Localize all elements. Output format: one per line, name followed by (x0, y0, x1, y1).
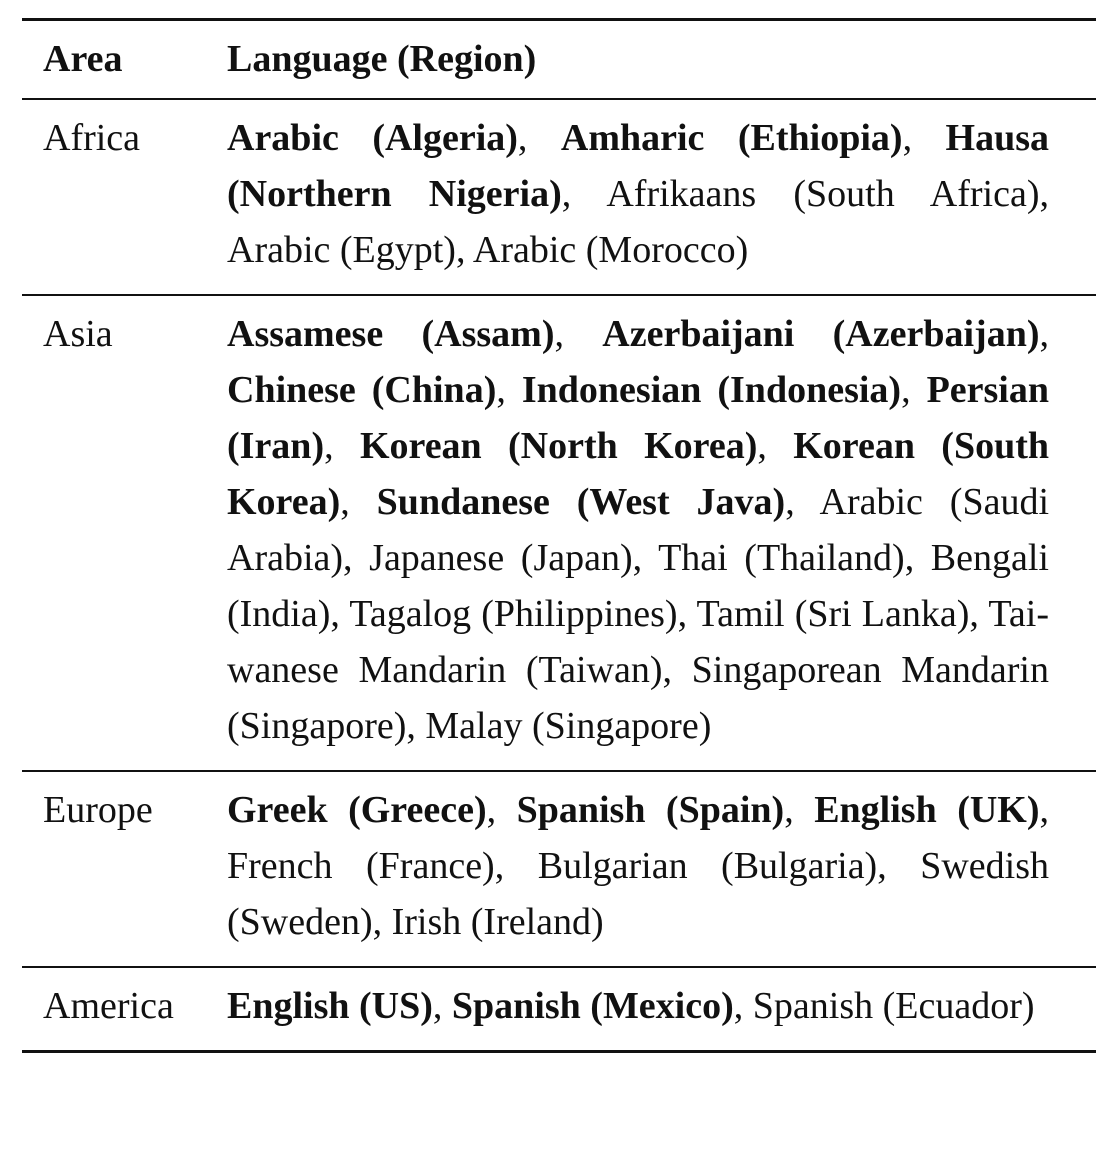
language-entry: Persian (Iran) (227, 369, 1049, 467)
area-cell: Europe (43, 789, 153, 831)
language-entry: Amharic (Ethiopia) (560, 117, 903, 159)
language-entry: Japanese (Japan) (369, 537, 633, 579)
language-entry: Irish (Ireland) (391, 901, 604, 943)
table-row-america (22, 968, 1096, 1050)
language-entry: Hausa (Northern Nigeria) (227, 117, 1050, 215)
language-entry: Spanish (Ecuador) (752, 985, 1035, 1027)
language-entry: Afrikaans (South Africa) (606, 173, 1040, 215)
language-entry: Swedish (Sweden) (227, 845, 1050, 943)
language-entry: Arabic (Saudi Arabia) (227, 481, 1049, 579)
language-entry: Bengali (India) (227, 537, 1049, 635)
table-row-asia (22, 296, 1096, 770)
language-entry: Arabic (Egypt) (227, 229, 456, 271)
language-entry: Arabic (Morocco) (472, 229, 749, 271)
language-entry: Korean (North Korea) (359, 425, 758, 467)
language-cell: Arabic (Algeria), Amharic (Ethiopia), Hausa (Northern Nigeria), Afrikaans (South Africa), Arabic (Egypt), Arabic (Morocco) (227, 117, 1050, 271)
bottom-rule (22, 1050, 1096, 1053)
header-row (22, 21, 1096, 98)
language-entry: Malay (Singapore) (425, 705, 712, 747)
language-entry: Bulgarian (Bulgaria) (537, 845, 878, 887)
language-entry: Thai (Thailand) (658, 537, 905, 579)
area-cell: Asia (43, 313, 113, 355)
language-entry: Tagalog (Philippines) (349, 593, 678, 635)
language-entry: Spanish (Mexico) (451, 985, 734, 1027)
language-entry: Tamil (Sri Lanka) (696, 593, 970, 635)
area-cell: Africa (43, 117, 141, 159)
table-row-africa (22, 100, 1096, 294)
language-cell: Greek (Greece), Spanish (Spain), English (UK), French (France), Bulgarian (Bulgaria), Swedish (Sweden), Irish (Ireland) (227, 789, 1050, 943)
language-entry: English (UK) (814, 789, 1040, 831)
language-entry: Korean (South Korea) (227, 425, 1050, 523)
language-entry: Singaporean Mandarin (Singapore) (227, 649, 1049, 747)
language-entry: French (France) (227, 845, 495, 887)
language-entry: Taiwanese Mandarin (Taiwan) (227, 593, 1049, 691)
area-cell: America (43, 985, 174, 1027)
header-area: Area (43, 38, 123, 80)
language-entry: Assamese (Assam) (227, 313, 555, 355)
language-entry: Azerbaijani (Azerbaijan) (602, 313, 1040, 355)
language-entry: Greek (Greece) (227, 789, 487, 831)
header-language: Language (Region) (227, 38, 537, 80)
language-entry: Arabic (Algeria) (227, 117, 518, 159)
language-cell: English (US), Spanish (Mexico), Spanish (Ecuador) (227, 985, 1035, 1027)
language-entry: Spanish (Spain) (516, 789, 785, 831)
language-entry: Sundanese (West Java) (376, 481, 786, 523)
language-region-table (22, 18, 1096, 1053)
language-cell: Assamese (Assam), Azerbaijani (Azerbaijan), Chinese (China), Indonesian (Indonesia), Persian (Iran), Korean (North Korea), Korean (South Korea), Sundanese (West Java), Arabic (Saudi Arabia), Japanese (Japan), Thai (Thailand), Bengali (India), Tagalog (Philippines), Tamil (Sri Lanka), Taiwanese Mandarin (Taiwan), Singaporean Mandarin (Singapore), Malay (Singapore) (227, 313, 1050, 747)
language-entry: Chinese (China) (227, 369, 497, 411)
language-entry: English (US) (227, 985, 433, 1027)
table-row-europe (22, 772, 1096, 966)
language-entry: Indonesian (Indonesia) (521, 369, 902, 411)
